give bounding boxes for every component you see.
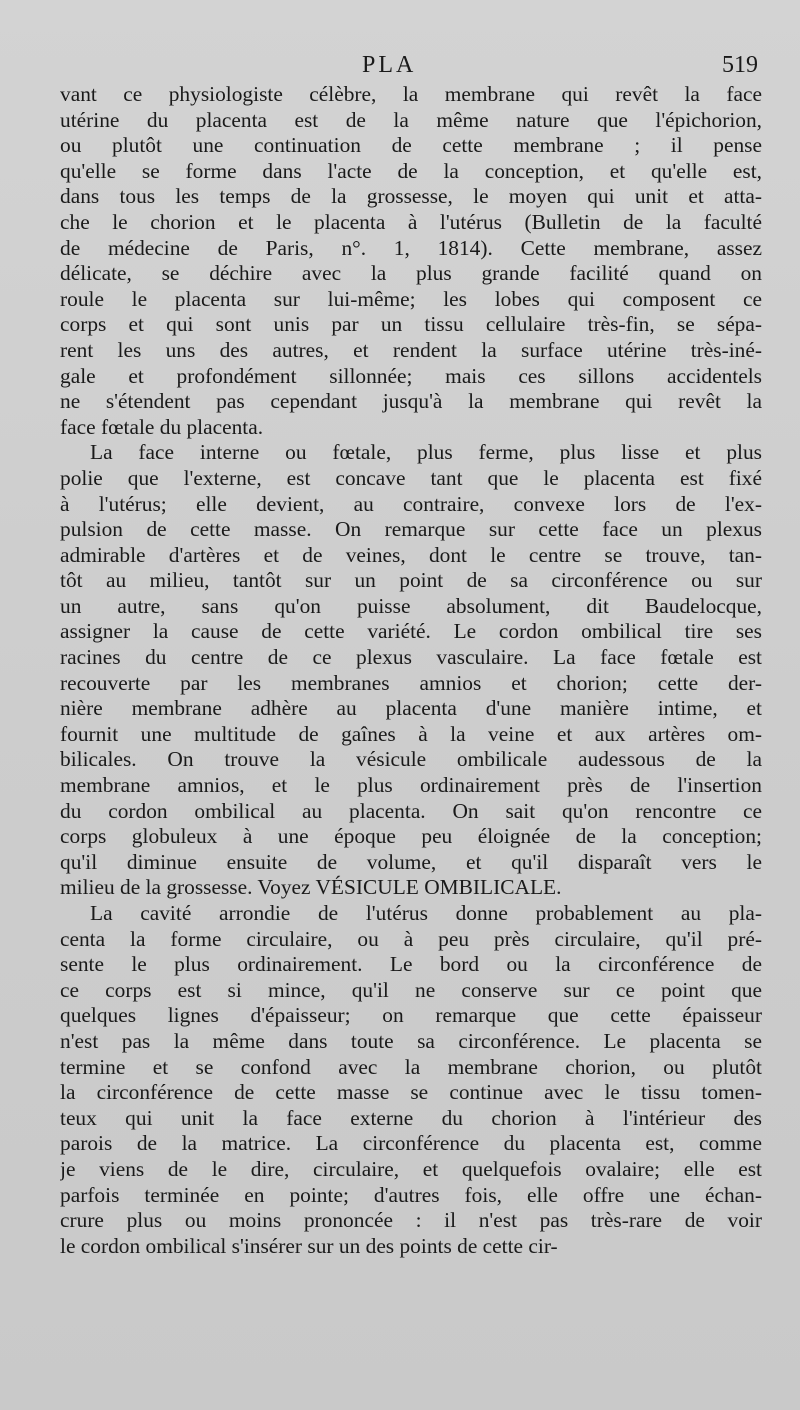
text-line: fournit une multitude de gaînes à la veine et aux artères om-	[60, 721, 762, 746]
text-line: utérine du placenta est de la même nature que l'épichorion,	[60, 107, 762, 132]
text-line: bilicales. On trouve la vésicule ombilicale audessous de la	[60, 747, 762, 772]
text-line: de médecine de Paris, n°. 1, 1814). Cette membrane, assez	[60, 235, 762, 260]
text-line: tôt au milieu, tantôt sur un point de sa circonférence ou sur	[60, 568, 762, 593]
text-line: délicate, se déchire avec la plus grande facilité quand on	[60, 261, 762, 286]
text-line: vant ce physiologiste célèbre, la membrane qui revêt la face	[60, 82, 762, 106]
text-line: sente le plus ordinairement. Le bord ou la circonférence de	[60, 952, 762, 977]
text-line: face fœtale du placenta.	[60, 414, 264, 439]
text-line: n'est pas la même dans toute sa circonférence. Le placenta se	[60, 1028, 762, 1053]
text-line: corps globuleux à une époque peu éloignée de la conception;	[60, 824, 762, 849]
text-line: un autre, sans qu'on puisse absolument, dit Baudelocque,	[60, 593, 762, 618]
text-line: je viens de le dire, circulaire, et quelquefois ovalaire; elle est	[60, 1156, 762, 1181]
text-line: corps et qui sont unis par un tissu cellulaire très-fin, se sépa-	[60, 312, 762, 337]
text-line: parois de la matrice. La circonférence du placenta est, comme	[60, 1131, 762, 1156]
text-line: racines du centre de ce plexus vasculaire. La face fœtale est	[60, 645, 762, 670]
page-number: 519	[722, 52, 758, 78]
text-line: roule le placenta sur lui-même; les lobes qui composent ce	[60, 286, 762, 311]
text-line: ce corps est si mince, qu'il ne conserve sur ce point que	[60, 977, 762, 1002]
paragraph	[60, 901, 762, 1259]
text-line: le cordon ombilical s'insérer sur un des points de cette cir-	[60, 1233, 558, 1258]
text-line: dans tous les temps de la grossesse, le moyen qui unit et atta-	[60, 184, 762, 209]
text-line: termine et se confond avec la membrane chorion, ou plutôt	[60, 1054, 762, 1079]
text-line: à l'utérus; elle devient, au contraire, convexe lors de l'ex-	[60, 491, 762, 516]
text-line: qu'il diminue ensuite de volume, et qu'il disparaît vers le	[60, 849, 762, 874]
text-line: gale et profondément sillonnée; mais ces sillons accidentels	[60, 363, 762, 388]
text-line: recouverte par les membranes amnios et chorion; cette der-	[60, 670, 762, 695]
text-line: rent les uns des autres, et rendent la surface utérine très-iné-	[60, 337, 762, 362]
text-line: milieu de la grossesse. Voyez VÉSICULE OMBILICALE.	[60, 875, 562, 900]
text-line: ne s'étendent pas cependant jusqu'à la membrane qui revêt la	[60, 389, 762, 414]
text-line: assigner la cause de cette variété. Le cordon ombilical tire ses	[60, 619, 762, 644]
text-line: La cavité arrondie de l'utérus donne probablement au pla-	[90, 901, 762, 925]
text-line: ou plutôt une continuation de cette membrane ; il pense	[60, 133, 762, 158]
text-line: membrane amnios, et le plus ordinairement près de l'insertion	[60, 773, 762, 798]
text-line: La face interne ou fœtale, plus ferme, plus lisse et plus	[90, 440, 762, 465]
text-line: du cordon ombilical au placenta. On sait qu'on rencontre ce	[60, 798, 762, 823]
text-line: che le chorion et le placenta à l'utérus (Bulletin de la faculté	[60, 209, 762, 234]
text-line: la circonférence de cette masse se continue avec le tissu tomen-	[60, 1080, 762, 1105]
body-text	[60, 82, 762, 1259]
text-line: qu'elle se forme dans l'acte de la conception, et qu'elle est,	[60, 158, 762, 183]
paragraph	[60, 82, 762, 440]
text-line: admirable d'artères et de veines, dont le centre se trouve, tan-	[60, 542, 762, 567]
text-line: centa la forme circulaire, ou à peu près circulaire, qu'il pré-	[60, 926, 762, 951]
text-line: polie que l'externe, est concave tant que le placenta est fixé	[60, 465, 762, 490]
running-head	[60, 48, 762, 82]
text-line: quelques lignes d'épaisseur; on remarque que cette épaisseur	[60, 1003, 762, 1028]
text-line: nière membrane adhère au placenta d'une manière intime, et	[60, 696, 762, 721]
text-line: pulsion de cette masse. On remarque sur cette face un plexus	[60, 517, 762, 542]
text-line: teux qui unit la face externe du chorion à l'intérieur des	[60, 1105, 762, 1130]
paragraph	[60, 440, 762, 901]
text-line: parfois terminée en pointe; d'autres fois, elle offre une échan-	[60, 1182, 762, 1207]
text-line: crure plus ou moins prononcée : il n'est pas très-rare de voir	[60, 1208, 762, 1233]
running-title: PLA	[362, 52, 417, 78]
